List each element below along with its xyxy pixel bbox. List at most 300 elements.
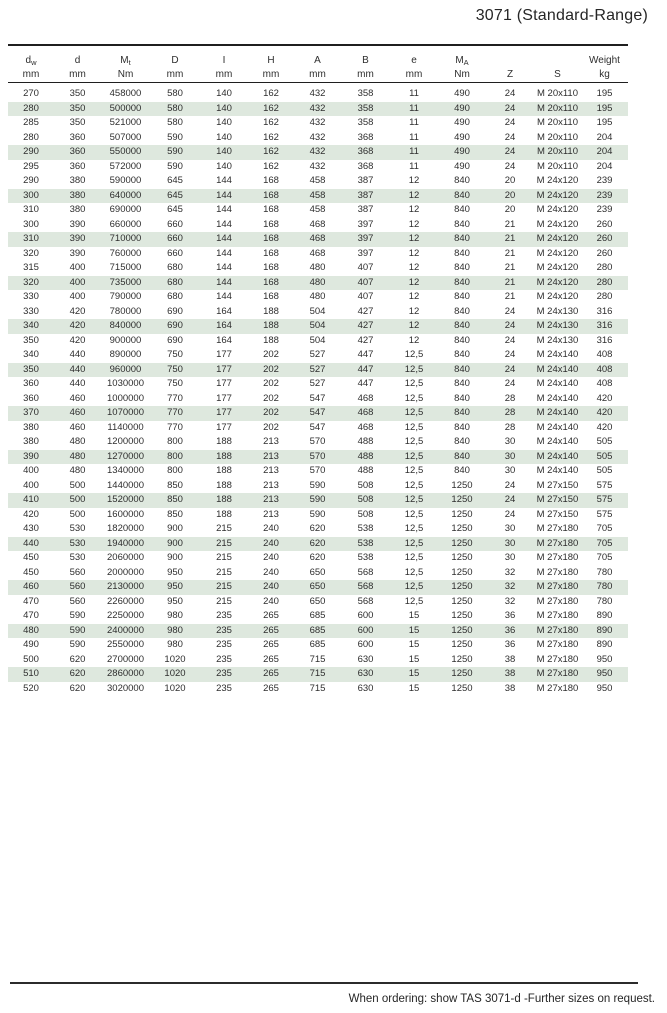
table-cell: 440 xyxy=(23,537,39,549)
table-cell: 15 xyxy=(408,653,420,665)
table-cell: 500 xyxy=(69,479,86,491)
table-cell: 12 xyxy=(408,247,420,259)
table-cell: 840 xyxy=(454,392,470,404)
table-cell: 12,5 xyxy=(404,494,424,506)
table-cell: 980 xyxy=(167,610,183,622)
table-cell: 538 xyxy=(357,523,374,535)
table-cell: 980 xyxy=(167,639,183,651)
table-row xyxy=(8,406,628,421)
column-label: Weight xyxy=(589,55,620,66)
table-cell: 1250 xyxy=(451,479,473,491)
table-cell: 432 xyxy=(309,88,326,100)
table-cell: 590 xyxy=(167,160,183,172)
table-cell: 1600000 xyxy=(107,508,144,520)
table-cell: 162 xyxy=(263,160,279,172)
table-cell: 240 xyxy=(263,595,279,607)
table-cell: 390 xyxy=(69,218,86,230)
table-cell: 715 xyxy=(309,653,326,665)
table-cell: 750 xyxy=(167,349,183,361)
table-cell: 24 xyxy=(504,131,516,143)
table-cell: 480 xyxy=(69,450,86,462)
table-cell: 380 xyxy=(69,204,86,216)
table-row xyxy=(8,493,628,508)
table-cell: 2000000 xyxy=(107,566,144,578)
table-cell: 168 xyxy=(263,233,279,245)
table-cell: 400 xyxy=(23,479,39,491)
table-cell: 680 xyxy=(167,291,183,303)
table-cell: 320 xyxy=(23,247,39,259)
table-cell: 850 xyxy=(167,508,183,520)
table-cell: 660000 xyxy=(109,218,142,230)
table-cell: 1440000 xyxy=(107,479,144,491)
table-cell: 950 xyxy=(596,653,613,665)
table-cell: 177 xyxy=(216,378,232,390)
table-cell: 508 xyxy=(357,479,374,491)
table-cell: 1250 xyxy=(451,552,473,564)
table-cell: 144 xyxy=(216,247,232,259)
table-cell: 12 xyxy=(408,305,420,317)
table-cell: 690000 xyxy=(109,204,142,216)
table-cell: 1340000 xyxy=(107,465,144,477)
table-cell: 1020 xyxy=(164,682,186,694)
table-cell: 320 xyxy=(23,276,39,288)
table-cell: 265 xyxy=(263,682,279,694)
table-cell: 202 xyxy=(263,407,279,419)
table-cell: 490 xyxy=(454,88,470,100)
table-row xyxy=(8,421,628,436)
table-cell: M 20x110 xyxy=(536,102,578,114)
table-cell: 24 xyxy=(504,146,516,158)
table-cell: 350 xyxy=(23,363,39,375)
table-cell: 440 xyxy=(69,349,86,361)
table-cell: 387 xyxy=(357,175,374,187)
table-cell: 432 xyxy=(309,146,326,158)
table-cell: M 24x140 xyxy=(536,392,579,404)
table-cell: 680 xyxy=(167,276,183,288)
table-cell: 12,5 xyxy=(404,363,424,375)
table-cell: 507000 xyxy=(109,131,142,143)
table-row xyxy=(8,479,628,494)
table-cell: 504 xyxy=(309,305,326,317)
table-cell: 12 xyxy=(408,291,420,303)
column-label-subscript: A xyxy=(463,58,469,66)
table-cell: 705 xyxy=(596,537,613,549)
table-cell: 213 xyxy=(263,479,279,491)
table-cell: 570 xyxy=(309,465,326,477)
table-cell: 460 xyxy=(69,392,86,404)
table-cell: 12,5 xyxy=(404,349,424,361)
table-cell: M 27x150 xyxy=(536,508,579,520)
table-cell: 24 xyxy=(504,320,516,332)
table-cell: 290 xyxy=(23,175,39,187)
table-cell: 840 xyxy=(454,334,470,346)
table-cell: 380 xyxy=(69,189,86,201)
table-cell: 11 xyxy=(409,146,419,158)
table-cell: 458 xyxy=(309,189,326,201)
table-cell: 168 xyxy=(263,175,279,187)
table-cell: 408 xyxy=(596,349,613,361)
table-cell: 508 xyxy=(357,494,374,506)
table-cell: 24 xyxy=(504,378,516,390)
table-cell: 1820000 xyxy=(107,523,144,535)
table-cell: 770 xyxy=(167,407,183,419)
table-cell: 188 xyxy=(216,436,232,448)
table-row xyxy=(8,624,628,639)
table-cell: 460 xyxy=(23,581,39,593)
column-label: $M_t$ xyxy=(120,55,131,66)
table-cell: 840 xyxy=(454,421,470,433)
column-label: I xyxy=(222,55,226,66)
table-cell: 21 xyxy=(504,276,516,288)
table-cell: 12,5 xyxy=(404,421,424,433)
table-cell: 500000 xyxy=(109,102,142,114)
table-row xyxy=(8,247,628,262)
table-cell: 447 xyxy=(357,363,374,375)
table-cell: 188 xyxy=(263,334,279,346)
table-cell: 30 xyxy=(504,450,516,462)
table-cell: 390 xyxy=(23,450,39,462)
table-cell: 840 xyxy=(454,233,470,245)
table-cell: M 20x110 xyxy=(536,160,578,172)
table-cell: 28 xyxy=(504,421,516,433)
table-cell: 480 xyxy=(23,624,39,636)
column-unit: S xyxy=(534,66,581,83)
column-unit: mm xyxy=(54,66,101,83)
table-cell: 575 xyxy=(596,508,613,520)
column-unit: Nm xyxy=(101,66,150,83)
table-cell: 24 xyxy=(504,102,516,114)
table-cell: M 24x120 xyxy=(536,247,579,259)
table-cell: 590 xyxy=(69,639,86,651)
table-cell: 38 xyxy=(504,653,516,665)
table-cell: 15 xyxy=(408,624,420,636)
table-cell: 580 xyxy=(167,102,183,114)
table-cell: 21 xyxy=(504,218,516,230)
table-cell: 420 xyxy=(69,320,86,332)
table-cell: 840 xyxy=(454,465,470,477)
table-row xyxy=(8,435,628,450)
table-cell: 590 xyxy=(69,610,86,622)
table-cell: 140 xyxy=(216,117,232,129)
table-row xyxy=(8,218,628,233)
table-cell: 12 xyxy=(408,262,420,274)
table-cell: 140 xyxy=(216,88,232,100)
table-cell: 840 xyxy=(454,349,470,361)
table-cell: 950 xyxy=(167,595,183,607)
table-cell: 527 xyxy=(309,378,326,390)
table-cell: 188 xyxy=(263,320,279,332)
table-cell: 685 xyxy=(309,639,326,651)
table-cell: 408 xyxy=(596,363,613,375)
table-cell: M 27x180 xyxy=(536,610,579,622)
table-cell: 30 xyxy=(504,523,516,535)
table-cell: 620 xyxy=(69,653,86,665)
table-cell: 850 xyxy=(167,479,183,491)
table-cell: M 24x140 xyxy=(536,349,579,361)
table-cell: 235 xyxy=(216,639,232,651)
table-cell: M 27x180 xyxy=(536,523,579,535)
table-cell: M 20x110 xyxy=(536,88,578,100)
ordering-note: When ordering: show TAS 3071-d -Further sizes on request. xyxy=(348,993,655,1005)
table-cell: 440 xyxy=(69,378,86,390)
table-cell: 144 xyxy=(216,291,232,303)
table-cell: 705 xyxy=(596,523,613,535)
table-cell: 650 xyxy=(309,595,326,607)
table-cell: 32 xyxy=(504,595,516,607)
table-cell: 735000 xyxy=(109,276,142,288)
table-cell: 790000 xyxy=(109,291,142,303)
table-cell: 235 xyxy=(216,668,232,680)
spec-table xyxy=(8,44,628,696)
table-cell: 650 xyxy=(309,581,326,593)
table-cell: 300 xyxy=(23,189,39,201)
column-label: B xyxy=(362,55,369,66)
table-cell: 890 xyxy=(596,610,613,622)
table-cell: M 24x140 xyxy=(536,436,579,448)
table-cell: 840 xyxy=(454,378,470,390)
table-cell: 162 xyxy=(263,88,279,100)
table-cell: 1250 xyxy=(451,668,473,680)
table-cell: 1250 xyxy=(451,508,473,520)
table-cell: 505 xyxy=(596,436,613,448)
table-cell: 350 xyxy=(23,334,39,346)
table-cell: 280 xyxy=(23,131,39,143)
table-cell: 235 xyxy=(216,610,232,622)
table-cell: 1250 xyxy=(451,581,473,593)
table-cell: 840 xyxy=(454,320,470,332)
table-cell: 1250 xyxy=(451,523,473,535)
table-cell: 350 xyxy=(69,117,86,129)
table-cell: 15 xyxy=(408,682,420,694)
table-cell: 240 xyxy=(263,552,279,564)
table-cell: 140 xyxy=(216,146,232,158)
column-label xyxy=(486,45,534,66)
table-cell: 12,5 xyxy=(404,436,424,448)
header-unit-row xyxy=(8,66,628,83)
table-cell: 960000 xyxy=(109,363,142,375)
table-cell: 20 xyxy=(504,204,516,216)
table-cell: 315 xyxy=(23,262,39,274)
table-cell: 340 xyxy=(23,349,39,361)
table-cell: 690 xyxy=(167,334,183,346)
table-cell: 32 xyxy=(504,581,516,593)
table-cell: 1250 xyxy=(451,639,473,651)
table-cell: 500 xyxy=(23,653,39,665)
table-cell: 28 xyxy=(504,407,516,419)
table-cell: 840 xyxy=(454,276,470,288)
column-unit: mm xyxy=(341,66,390,83)
table-cell: 980 xyxy=(167,624,183,636)
table-cell: M 24x120 xyxy=(536,262,579,274)
table-cell: 560 xyxy=(69,566,86,578)
table-row xyxy=(8,145,628,160)
table-cell: 265 xyxy=(263,639,279,651)
table-cell: M 27x180 xyxy=(536,581,579,593)
table-cell: 900000 xyxy=(109,334,142,346)
table-cell: 432 xyxy=(309,160,326,172)
table-cell: 840 xyxy=(454,305,470,317)
table-cell: 30 xyxy=(504,436,516,448)
table-cell: 780 xyxy=(596,595,613,607)
table-cell: 950 xyxy=(596,682,613,694)
table-cell: 213 xyxy=(263,508,279,520)
table-cell: 12,5 xyxy=(404,595,424,607)
table-cell: 213 xyxy=(263,465,279,477)
table-cell: 280 xyxy=(596,276,613,288)
table-cell: 12,5 xyxy=(404,378,424,390)
table-cell: 144 xyxy=(216,262,232,274)
table-cell: 202 xyxy=(263,363,279,375)
table-cell: 235 xyxy=(216,653,232,665)
table-cell: 850 xyxy=(167,494,183,506)
table-cell: 488 xyxy=(357,465,374,477)
table-cell: 490 xyxy=(454,146,470,158)
table-cell: 397 xyxy=(357,247,374,259)
table-cell: 360 xyxy=(69,146,86,158)
table-cell: 458 xyxy=(309,204,326,216)
table-cell: 505 xyxy=(596,465,613,477)
table-row xyxy=(8,537,628,552)
table-cell: 12,5 xyxy=(404,537,424,549)
table-cell: 12,5 xyxy=(404,450,424,462)
table-body xyxy=(8,83,628,697)
table-cell: 177 xyxy=(216,392,232,404)
table-cell: 770 xyxy=(167,392,183,404)
table-cell: 215 xyxy=(216,595,232,607)
table-cell: 840 xyxy=(454,247,470,259)
table-cell: 295 xyxy=(23,160,39,172)
table-cell: 38 xyxy=(504,668,516,680)
table-cell: 568 xyxy=(357,595,374,607)
table-cell: 458 xyxy=(309,175,326,187)
table-cell: 547 xyxy=(309,421,326,433)
table-cell: 620 xyxy=(309,537,326,549)
table-row xyxy=(8,334,628,349)
table-cell: 12,5 xyxy=(404,581,424,593)
table-cell: 213 xyxy=(263,494,279,506)
table-cell: 458000 xyxy=(109,88,142,100)
table-cell: M 27x180 xyxy=(536,639,579,651)
table-cell: 1250 xyxy=(451,494,473,506)
table-cell: M 24x120 xyxy=(536,189,579,201)
column-label: A xyxy=(314,55,321,66)
table-cell: 360 xyxy=(23,378,39,390)
table-cell: 340 xyxy=(23,320,39,332)
table-cell: 420 xyxy=(69,334,86,346)
table-cell: 447 xyxy=(357,378,374,390)
table-cell: 36 xyxy=(504,624,516,636)
table-cell: 168 xyxy=(263,218,279,230)
table-cell: 260 xyxy=(596,233,613,245)
table-cell: 350 xyxy=(69,102,86,114)
table-cell: 162 xyxy=(263,131,279,143)
table-cell: 427 xyxy=(357,320,374,332)
table-cell: 11 xyxy=(409,117,419,129)
table-cell: 570 xyxy=(309,450,326,462)
table-cell: 505 xyxy=(596,450,613,462)
table-cell: 358 xyxy=(357,102,374,114)
table-cell: 21 xyxy=(504,233,516,245)
table-row xyxy=(8,131,628,146)
table-cell: 188 xyxy=(216,465,232,477)
table-cell: 24 xyxy=(504,160,516,172)
table-row xyxy=(8,261,628,276)
table-row xyxy=(8,102,628,117)
table-cell: M 24x120 xyxy=(536,233,579,245)
table-cell: 510 xyxy=(23,668,39,680)
table-cell: 407 xyxy=(357,291,374,303)
table-cell: 560 xyxy=(69,595,86,607)
table-cell: 427 xyxy=(357,334,374,346)
table-cell: 24 xyxy=(504,479,516,491)
table-cell: 1000000 xyxy=(107,392,144,404)
table-cell: 12 xyxy=(408,334,420,346)
table-cell: 1250 xyxy=(451,595,473,607)
table-cell: 660 xyxy=(167,218,183,230)
table-row xyxy=(8,174,628,189)
table-cell: 12 xyxy=(408,276,420,288)
table-cell: 500 xyxy=(69,508,86,520)
table-cell: 350 xyxy=(69,88,86,100)
table-cell: 235 xyxy=(216,682,232,694)
table-cell: 1250 xyxy=(451,624,473,636)
table-cell: 480 xyxy=(69,436,86,448)
table-cell: 12,5 xyxy=(404,407,424,419)
table-row xyxy=(8,682,628,697)
table-cell: 15 xyxy=(408,668,420,680)
table-cell: 420 xyxy=(596,407,613,419)
table-cell: 12 xyxy=(408,320,420,332)
table-cell: 330 xyxy=(23,305,39,317)
table-cell: 177 xyxy=(216,421,232,433)
column-unit: Nm xyxy=(438,66,486,83)
table-cell: 900 xyxy=(167,537,183,549)
table-cell: 407 xyxy=(357,276,374,288)
table-cell: 890 xyxy=(596,639,613,651)
table-cell: 580 xyxy=(167,88,183,100)
table-cell: 1250 xyxy=(451,682,473,694)
table-cell: 310 xyxy=(23,204,39,216)
table-cell: 168 xyxy=(263,189,279,201)
table-cell: 11 xyxy=(409,131,419,143)
column-unit: mm xyxy=(150,66,200,83)
table-cell: 24 xyxy=(504,494,516,506)
table-cell: 168 xyxy=(263,276,279,288)
table-cell: 600 xyxy=(357,610,374,622)
table-cell: 215 xyxy=(216,566,232,578)
table-cell: 1250 xyxy=(451,566,473,578)
table-cell: 710000 xyxy=(109,233,142,245)
table-cell: 840 xyxy=(454,189,470,201)
table-cell: 760000 xyxy=(109,247,142,259)
table-row xyxy=(8,160,628,175)
table-cell: 568 xyxy=(357,566,374,578)
table-row xyxy=(8,522,628,537)
table-cell: 12,5 xyxy=(404,552,424,564)
table-cell: 24 xyxy=(504,88,516,100)
table-cell: 280 xyxy=(23,102,39,114)
table-cell: 387 xyxy=(357,189,374,201)
table-cell: 239 xyxy=(596,204,613,216)
table-cell: 640000 xyxy=(109,189,142,201)
table-cell: 215 xyxy=(216,552,232,564)
table-cell: 550000 xyxy=(109,146,142,158)
table-cell: M 27x150 xyxy=(536,494,579,506)
table-cell: 800 xyxy=(167,465,183,477)
table-cell: M 24x130 xyxy=(536,305,579,317)
table-cell: 490 xyxy=(454,102,470,114)
table-cell: 950 xyxy=(596,668,613,680)
